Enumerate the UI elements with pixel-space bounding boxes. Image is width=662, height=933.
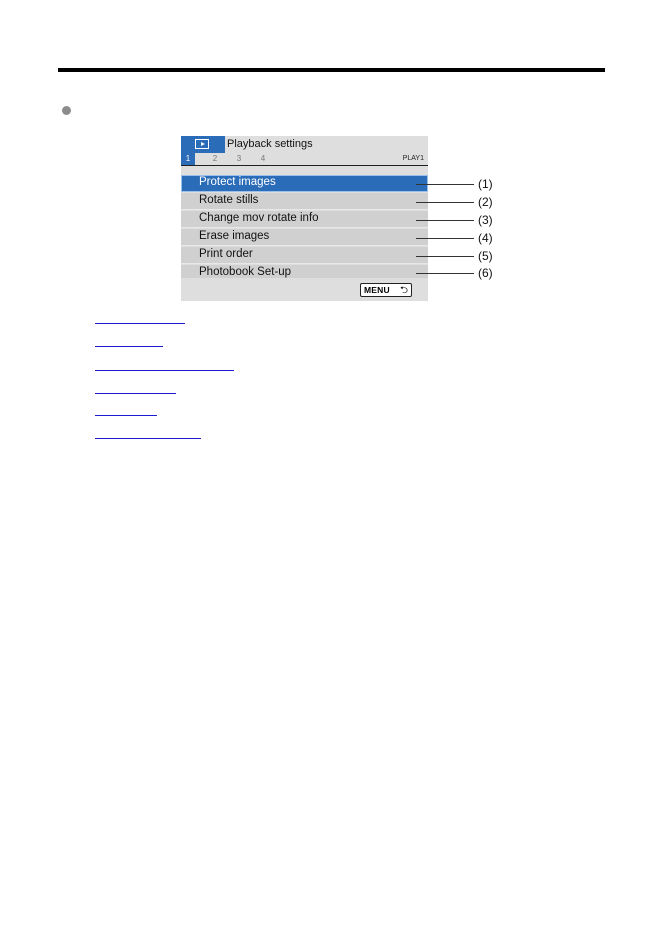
link-print-order[interactable] bbox=[95, 415, 157, 416]
playback-icon bbox=[195, 139, 209, 149]
link-protect-images[interactable] bbox=[95, 323, 185, 324]
callout-line-5 bbox=[416, 256, 474, 257]
menu-item-label: Photobook Set-up bbox=[199, 266, 292, 278]
link-change-mov-rotate-info[interactable] bbox=[95, 370, 234, 371]
callout-label-6: (6) bbox=[478, 266, 493, 280]
menu-item-label: Print order bbox=[199, 248, 253, 260]
menu-item-print-order[interactable] bbox=[181, 247, 428, 264]
menu-item-protect-images[interactable] bbox=[181, 175, 428, 192]
tab-1[interactable]: 1 bbox=[181, 153, 195, 165]
menu-item-erase-images[interactable] bbox=[181, 229, 428, 246]
callout-label-4: (4) bbox=[478, 231, 493, 245]
tab-row bbox=[181, 153, 428, 166]
callout-line-4 bbox=[416, 238, 474, 239]
menu-item-change-mov-rotate-info[interactable] bbox=[181, 211, 428, 228]
menu-item-label: Change mov rotate info bbox=[199, 212, 319, 224]
header-title: Playback settings bbox=[227, 138, 313, 150]
bullet-dot bbox=[62, 106, 71, 115]
menu-footer bbox=[181, 278, 428, 301]
callout-label-1: (1) bbox=[478, 177, 493, 191]
menu-item-label: Erase images bbox=[199, 230, 270, 242]
menu-button-label: MENU bbox=[364, 285, 390, 295]
playback-tab[interactable] bbox=[181, 136, 225, 153]
return-arrow-icon: ⮌ bbox=[399, 285, 408, 296]
tab-3[interactable]: 3 bbox=[236, 154, 242, 163]
link-erase-images[interactable] bbox=[95, 393, 176, 394]
menu-item-rotate-stills[interactable] bbox=[181, 193, 428, 210]
callout-label-5: (5) bbox=[478, 249, 493, 263]
tab-code: PLAY1 bbox=[402, 155, 424, 162]
callout-line-2 bbox=[416, 202, 474, 203]
callout-label-2: (2) bbox=[478, 195, 493, 209]
menu-header bbox=[181, 136, 428, 153]
tab-2[interactable]: 2 bbox=[212, 154, 218, 163]
tab-4[interactable]: 4 bbox=[260, 154, 266, 163]
callout-line-1 bbox=[416, 184, 474, 185]
camera-menu-screen bbox=[181, 136, 428, 301]
link-photobook-set-up[interactable] bbox=[95, 438, 201, 439]
top-rule bbox=[58, 68, 605, 72]
callout-label-3: (3) bbox=[478, 213, 493, 227]
menu-item-label: Protect images bbox=[199, 176, 276, 188]
link-rotate-stills[interactable] bbox=[95, 346, 163, 347]
menu-item-label: Rotate stills bbox=[199, 194, 259, 206]
callout-line-6 bbox=[416, 273, 474, 274]
callout-line-3 bbox=[416, 220, 474, 221]
menu-button[interactable] bbox=[360, 283, 412, 297]
